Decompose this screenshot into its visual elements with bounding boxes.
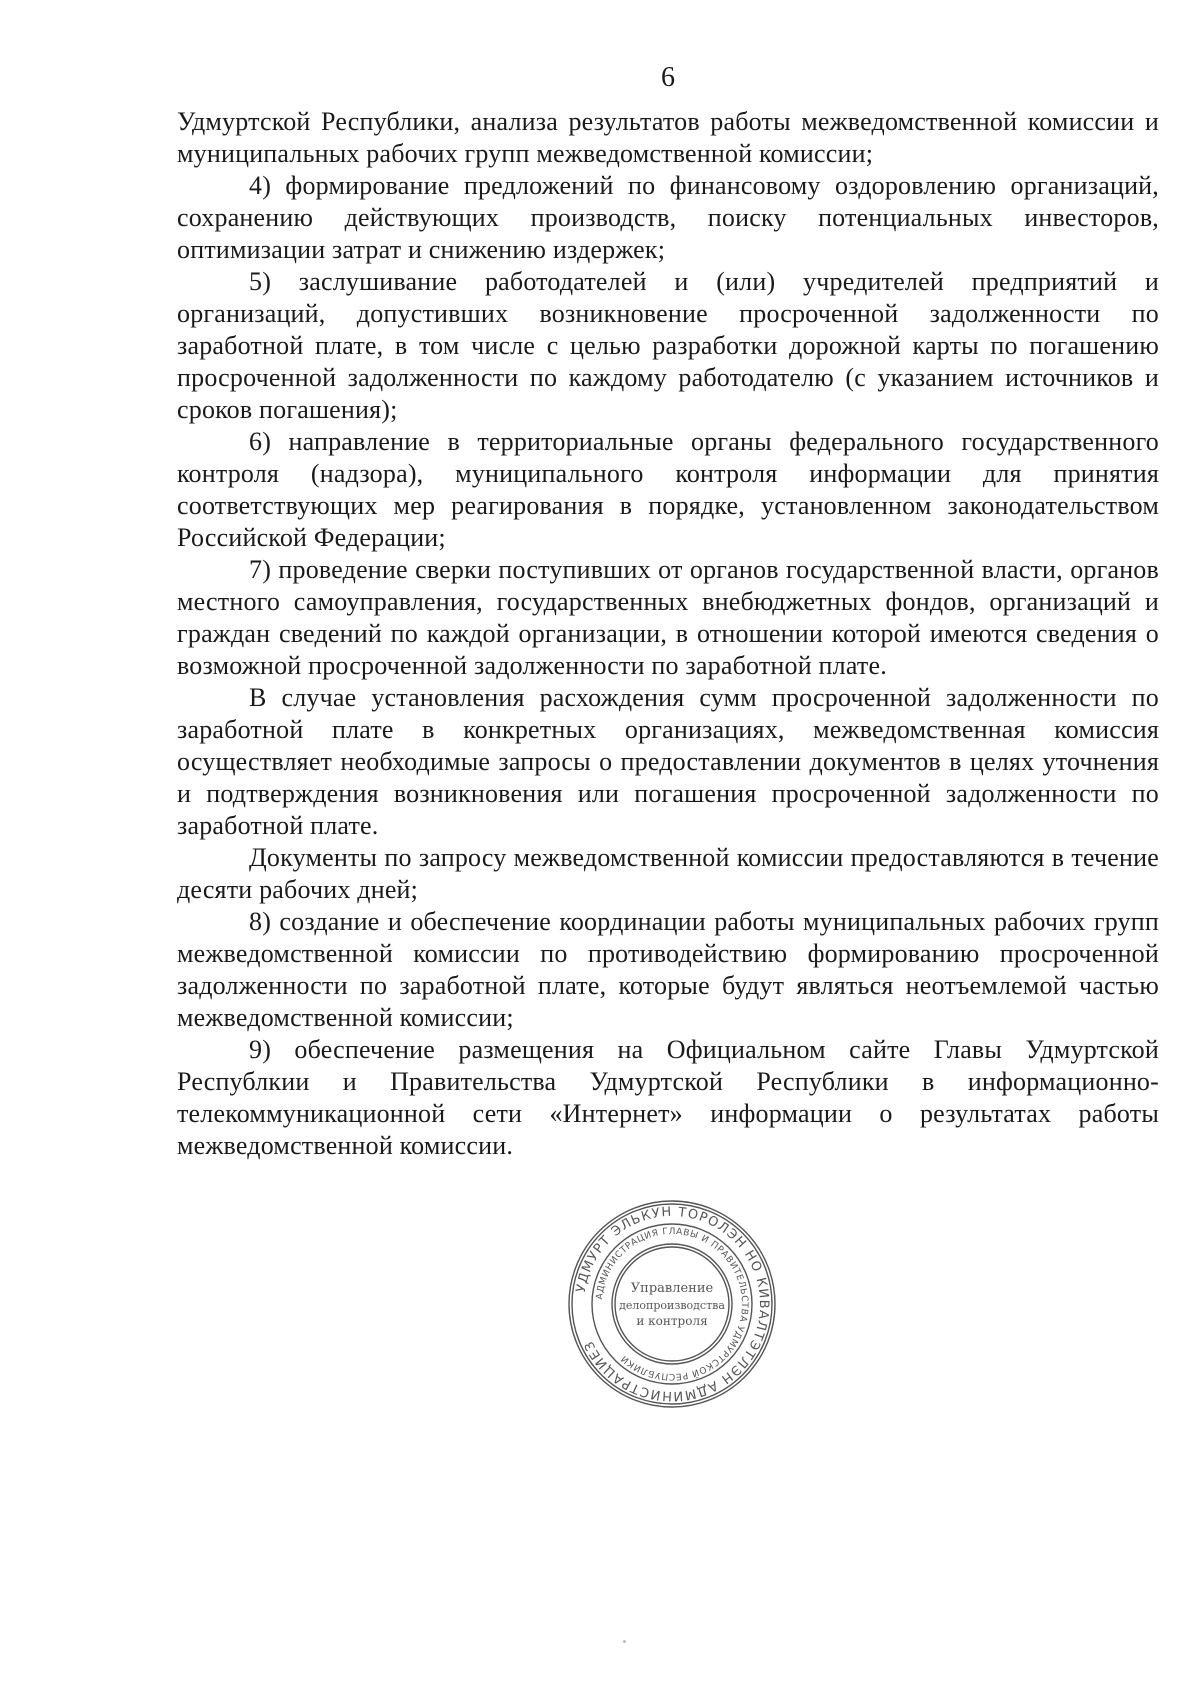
official-stamp bbox=[566, 1198, 778, 1410]
paragraph-item-7: 7) проведение сверки поступивших от органов государственной власти, органов местного самоуправления, государственных внебюджетных фондов, организаций и граждан сведений по каждой организации, в отношении которой имеются сведения о возможной просроченной задолженности по заработной плате. bbox=[177, 555, 1159, 680]
stamp-outer-text: УДМУРТ ЭЛЬКУН ТОРОЛЭН НО КИВАЛТЭТЛЭН АДМИНИСТРАЦИЕЗ bbox=[573, 1204, 772, 1404]
document-body bbox=[177, 106, 1159, 1162]
paragraph-discrepancy: В случае установления расхождения сумм просроченной задолженности по заработной плате в конкретных организациях, межведомственная комиссия осуществляет необходимые запросы о предоставлении документов в целях уточнения и подтверждения возникновения или погашения просроченной задолженности по заработной плате. bbox=[177, 683, 1159, 840]
stamp-center-line-2: делопроизводства bbox=[619, 1299, 725, 1312]
paragraph-documents-deadline: Документы по запросу межведомственной комиссии предоставляются в течение десяти рабочих дней; bbox=[177, 843, 1159, 904]
stamp-center-line-3: и контроля bbox=[636, 1314, 708, 1328]
page-number: 6 bbox=[661, 62, 675, 93]
paragraph-item-5: 5) заслушивание работодателей и (или) учредителей предприятий и организаций, допустивших возникновение просроченной задолженности по заработной плате, в том числе с целью разработки дорожной карты по погашению просроченной задолженности по каждому работодателю (с указанием источников и сроков погашения); bbox=[177, 267, 1159, 424]
scan-artifact bbox=[623, 1640, 626, 1643]
paragraph-item-6: 6) направление в территориальные органы федерального государственного контроля (надзора), муниципального контроля информации для принятия соответствующих мер реагирования в порядке, установленном законодательством Российской Федерации; bbox=[177, 427, 1159, 552]
paragraph-item-8: 8) создание и обеспечение координации работы муниципальных рабочих групп межведомственной комиссии по противодействию формированию просроченной задолженности по заработной плате, которые будут являться неотъемлемой частью межведомственной комиссии; bbox=[177, 907, 1159, 1032]
stamp-icon bbox=[566, 1198, 778, 1410]
paragraph-item-4: 4) формирование предложений по финансовому оздоровлению организаций, сохранению действующих производств, поиску потенциальных инвесторов, оптимизации затрат и снижению издержек; bbox=[177, 171, 1159, 264]
paragraph-item-9: 9) обеспечение размещения на Официальном сайте Главы Удмуртской Республкии и Правительства Удмуртской Республики в информационно-телекоммуникационной сети «Интернет» информации о результатах работы межведомственной комиссии. bbox=[177, 1035, 1159, 1160]
paragraph-continuation: Удмуртской Республики, анализа результатов работы межведомственной комиссии и муниципальных рабочих групп межведомственной комиссии; bbox=[177, 107, 1159, 168]
stamp-center-line-1: Управление bbox=[630, 1281, 714, 1296]
stamp-inner-text: АДМИНИСТРАЦИЯ ГЛАВЫ И ПРАВИТЕЛЬСТВА УДМУРТСКОЙ РЕСПУБЛИКИ bbox=[595, 1226, 750, 1382]
